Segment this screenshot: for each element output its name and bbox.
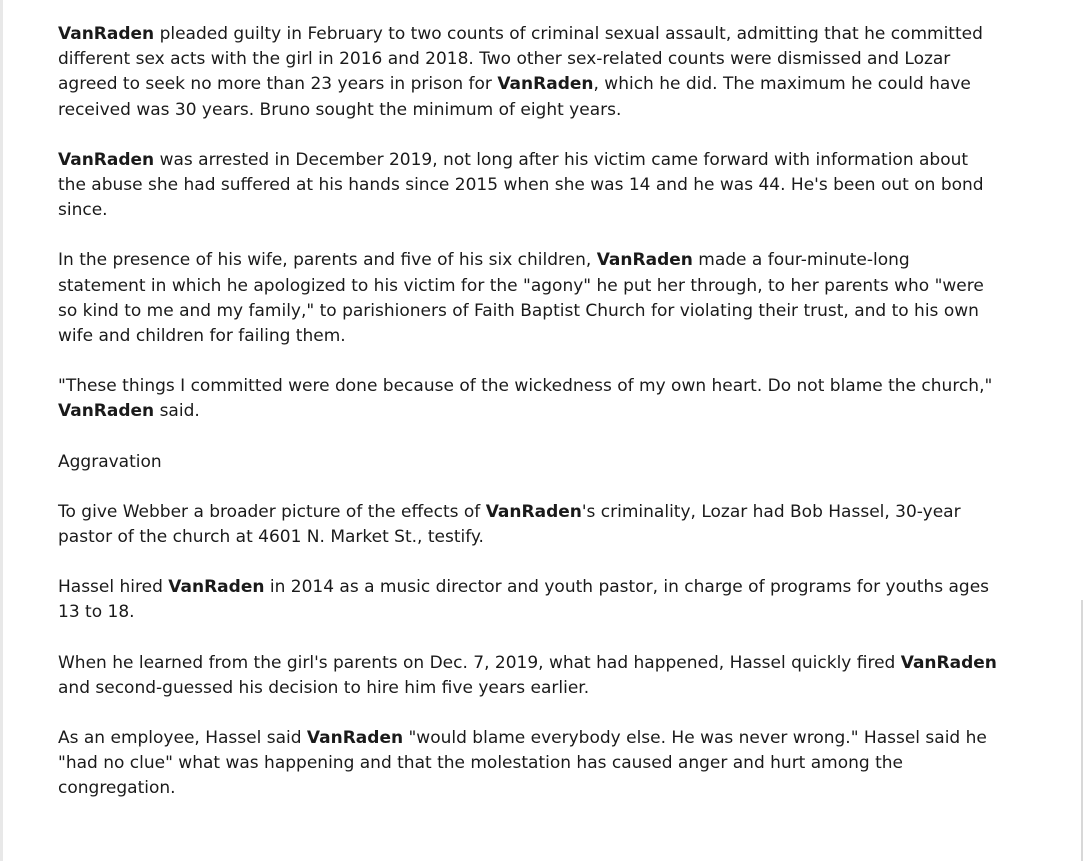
paragraph-text: Hassel hired: [58, 577, 169, 598]
section-heading: [58, 450, 998, 475]
highlighted-term: VanRaden: [58, 401, 155, 422]
paragraph-text: in 2014 as a music director and youth pastor, in charge of programs for youths ages 13 to 18.: [58, 577, 990, 623]
paragraph-text: made a four-minute-long statement in which he apologized to his victim for the "agony" he put her through, to her parents who "were so kind to me and my family," to parishioners of Faith Baptist Church for violating their trust, and to his own wife and children for failing them.: [58, 250, 984, 347]
article-body: [58, 22, 998, 827]
article-paragraph: [58, 22, 998, 123]
article-paragraph: [58, 374, 998, 424]
paragraph-text: and second-guessed his decision to hire him five years earlier.: [58, 677, 590, 698]
paragraph-text: When he learned from the girl's parents on Dec. 7, 2019, what had happened, Hassel quickly fired: [58, 652, 901, 673]
paragraph-text: "would blame everybody else. He was never wrong." Hassel said he "had no clue" what was happening and that the molestation has caused anger and hurt among the congregation.: [58, 728, 987, 799]
highlighted-term: VanRaden: [58, 24, 155, 44]
paragraph-text: To give Webber a broader picture of the effects of: [58, 501, 486, 522]
paragraph-text: "These things I committed were done because of the wickedness of my own heart. Do not blame the church,": [58, 376, 993, 397]
paragraph-text: was arrested in December 2019, not long after his victim came forward with information about the abuse she had suffered at his hands since 2015 when she was 14 and he was 44. He's been out on bond since.: [58, 149, 984, 221]
article-paragraph: [58, 500, 998, 550]
article-paragraph: [58, 726, 998, 802]
article-paragraph: [58, 651, 998, 701]
highlighted-term: VanRaden: [58, 149, 155, 170]
highlighted-term: VanRaden: [900, 652, 997, 673]
paragraph-text: Aggravation: [58, 451, 162, 472]
article-paragraph: [58, 148, 998, 224]
highlighted-term: VanRaden: [596, 250, 693, 271]
highlighted-term: VanRaden: [485, 501, 582, 522]
paragraph-text: In the presence of his wife, parents and five of his six children,: [58, 250, 597, 271]
paragraph-text: pleaded guilty in February to two counts of criminal sexual assault, admitting that he committed different sex acts with the girl in 2016 and 2018. Two other sex-related counts were dismissed and Lozar agreed to seek no more than 23 years in prison for: [58, 24, 983, 95]
highlighted-term: VanRaden: [306, 728, 404, 749]
article-paragraph: [58, 575, 998, 625]
paragraph-text: As an employee, Hassel said: [58, 728, 307, 749]
highlighted-term: VanRaden: [497, 74, 594, 95]
paragraph-text: , which he did. The maximum he could have received was 30 years. Bruno sought the minimum of eight years.: [58, 74, 971, 120]
page-left-edge: [0, 0, 3, 861]
paragraph-text: said.: [154, 401, 200, 422]
article-paragraph: [58, 248, 998, 349]
paragraph-text: 's criminality, Lozar had Bob Hassel, 30-year pastor of the church at 4601 N. Market St., testify.: [58, 501, 961, 548]
highlighted-term: VanRaden: [168, 577, 265, 598]
